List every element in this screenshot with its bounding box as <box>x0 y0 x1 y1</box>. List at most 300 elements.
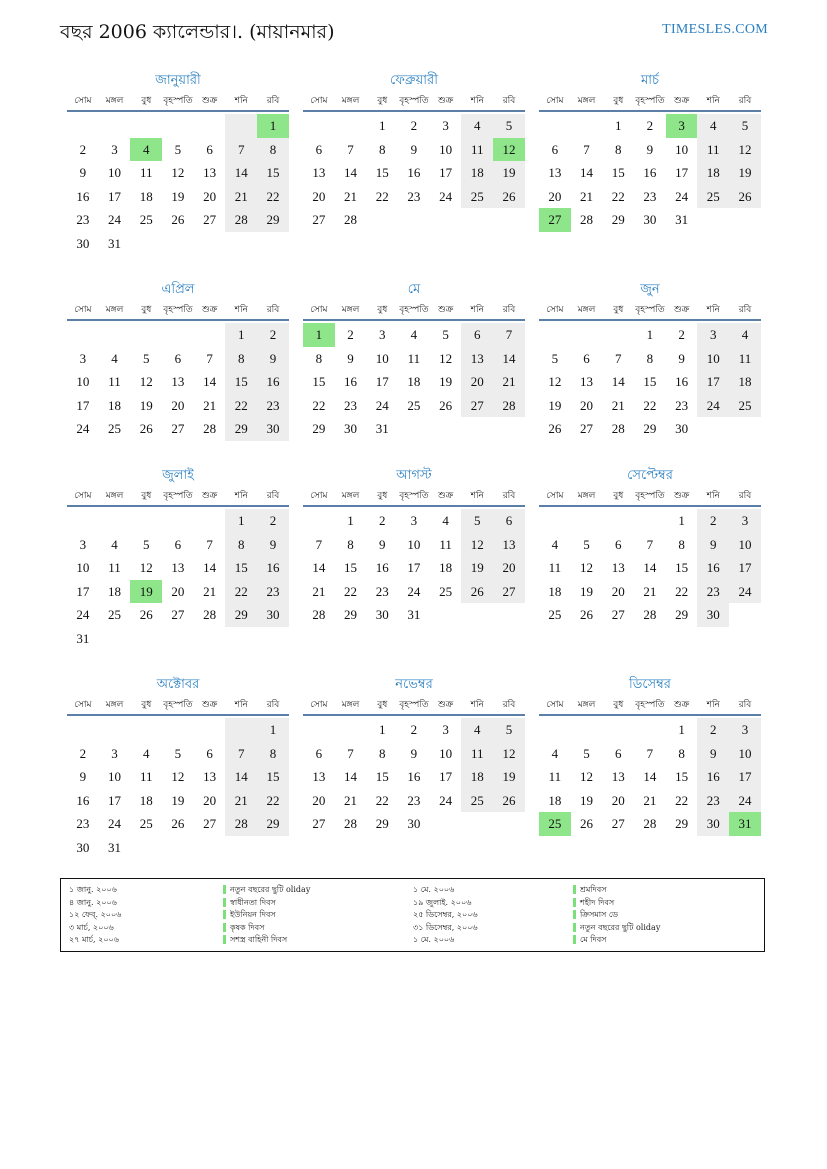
day-cell[interactable]: 4 <box>410 327 418 342</box>
day-cell[interactable]: 15 <box>611 165 625 180</box>
day-cell[interactable]: 27 <box>312 212 326 227</box>
day-cell[interactable]: 2 <box>79 745 87 761</box>
day-cell[interactable]: 12 <box>439 350 453 366</box>
day-cell[interactable]: 9 <box>378 536 386 552</box>
day-cell[interactable]: 23 <box>643 188 657 204</box>
day-cell[interactable]: 28 <box>225 208 257 232</box>
holiday-day[interactable]: 27 <box>539 208 571 232</box>
day-cell[interactable]: 8 <box>378 745 386 761</box>
day-cell[interactable]: 29 <box>225 417 257 441</box>
day-cell[interactable]: 6 <box>174 350 182 366</box>
day-cell[interactable]: 30 <box>697 812 729 836</box>
day-cell[interactable]: 17 <box>407 560 421 575</box>
day-cell[interactable]: 22 <box>675 583 689 599</box>
day-cell[interactable]: 23 <box>257 580 289 604</box>
day-cell[interactable]: 11 <box>548 769 562 784</box>
day-cell[interactable]: 19 <box>493 765 525 789</box>
day-cell[interactable]: 5 <box>493 114 525 138</box>
day-cell[interactable]: 15 <box>675 769 689 784</box>
day-cell[interactable]: 21 <box>493 370 525 394</box>
day-cell[interactable]: 4 <box>697 114 729 138</box>
day-cell[interactable]: 30 <box>257 603 289 627</box>
day-cell[interactable]: 14 <box>643 769 657 784</box>
day-cell[interactable]: 14 <box>203 560 217 575</box>
day-cell[interactable]: 29 <box>257 812 289 836</box>
day-cell[interactable]: 3 <box>111 141 118 157</box>
day-cell[interactable]: 31 <box>108 235 122 251</box>
day-cell[interactable]: 27 <box>171 421 185 436</box>
day-cell[interactable]: 31 <box>76 630 90 646</box>
day-cell[interactable]: 20 <box>493 556 525 580</box>
day-cell[interactable]: 25 <box>439 583 453 599</box>
day-cell[interactable]: 3 <box>729 718 761 742</box>
day-cell[interactable]: 18 <box>439 560 453 575</box>
day-cell[interactable]: 19 <box>139 397 153 413</box>
day-cell[interactable]: 11 <box>108 374 121 389</box>
day-cell[interactable]: 4 <box>442 513 449 528</box>
day-cell[interactable]: 22 <box>225 394 257 418</box>
day-cell[interactable]: 15 <box>225 370 257 394</box>
day-cell[interactable]: 18 <box>108 397 122 413</box>
day-cell[interactable]: 11 <box>407 350 421 366</box>
day-cell[interactable]: 2 <box>646 118 654 133</box>
day-cell[interactable]: 25 <box>461 185 493 209</box>
day-cell[interactable]: 30 <box>697 603 729 627</box>
day-cell[interactable]: 26 <box>439 397 453 413</box>
day-cell[interactable]: 15 <box>344 560 358 575</box>
day-cell[interactable]: 5 <box>174 141 182 157</box>
day-cell[interactable]: 18 <box>407 374 421 389</box>
day-cell[interactable]: 29 <box>675 816 689 831</box>
day-cell[interactable]: 12 <box>171 769 185 784</box>
day-cell[interactable]: 7 <box>206 536 213 552</box>
day-cell[interactable]: 18 <box>139 188 153 204</box>
day-cell[interactable]: 5 <box>583 536 590 552</box>
day-cell[interactable]: 24 <box>108 212 122 227</box>
day-cell[interactable]: 10 <box>729 533 761 557</box>
day-cell[interactable]: 5 <box>174 745 182 761</box>
day-cell[interactable]: 17 <box>729 765 761 789</box>
day-cell[interactable]: 6 <box>315 745 323 761</box>
day-cell[interactable]: 30 <box>76 839 90 855</box>
day-cell[interactable]: 1 <box>225 509 257 533</box>
day-cell[interactable]: 13 <box>461 347 493 371</box>
day-cell[interactable]: 16 <box>76 188 90 204</box>
day-cell[interactable]: 23 <box>375 583 389 599</box>
day-cell[interactable]: 8 <box>678 536 685 552</box>
day-cell[interactable]: 22 <box>643 397 657 413</box>
day-cell[interactable]: 5 <box>142 350 150 366</box>
day-cell[interactable]: 5 <box>583 745 590 761</box>
day-cell[interactable]: 24 <box>407 583 421 599</box>
day-cell[interactable]: 26 <box>139 421 153 436</box>
day-cell[interactable]: 4 <box>461 114 493 138</box>
day-cell[interactable]: 12 <box>580 560 594 575</box>
day-cell[interactable]: 16 <box>407 165 421 180</box>
day-cell[interactable]: 20 <box>203 188 217 204</box>
day-cell[interactable]: 31 <box>375 421 389 436</box>
day-cell[interactable]: 19 <box>580 792 594 808</box>
day-cell[interactable]: 23 <box>344 397 358 413</box>
day-cell[interactable]: 19 <box>548 397 562 413</box>
day-cell[interactable]: 28 <box>643 607 657 622</box>
day-cell[interactable]: 10 <box>439 141 453 157</box>
day-cell[interactable]: 20 <box>548 188 562 204</box>
day-cell[interactable]: 12 <box>139 374 153 389</box>
day-cell[interactable]: 6 <box>174 536 182 552</box>
day-cell[interactable]: 7 <box>493 323 525 347</box>
day-cell[interactable]: 9 <box>697 742 729 766</box>
day-cell[interactable]: 18 <box>548 583 562 599</box>
day-cell[interactable]: 14 <box>493 347 525 371</box>
day-cell[interactable]: 20 <box>312 792 326 808</box>
day-cell[interactable]: 20 <box>580 397 594 413</box>
day-cell[interactable]: 18 <box>697 161 729 185</box>
day-cell[interactable]: 21 <box>611 397 625 413</box>
day-cell[interactable]: 9 <box>257 347 289 371</box>
day-cell[interactable]: 18 <box>108 583 122 599</box>
day-cell[interactable]: 23 <box>697 789 729 813</box>
day-cell[interactable]: 25 <box>729 394 761 418</box>
day-cell[interactable]: 16 <box>675 374 689 389</box>
day-cell[interactable]: 30 <box>375 607 389 622</box>
day-cell[interactable]: 30 <box>257 417 289 441</box>
day-cell[interactable]: 2 <box>378 513 386 528</box>
day-cell[interactable]: 2 <box>79 141 87 157</box>
day-cell[interactable]: 16 <box>375 560 389 575</box>
day-cell[interactable]: 12 <box>729 138 761 162</box>
day-cell[interactable]: 24 <box>108 816 122 831</box>
day-cell[interactable]: 16 <box>257 370 289 394</box>
day-cell[interactable]: 24 <box>76 421 90 436</box>
day-cell[interactable]: 28 <box>611 421 625 436</box>
day-cell[interactable]: 27 <box>203 816 217 831</box>
day-cell[interactable]: 28 <box>344 212 358 227</box>
day-cell[interactable]: 10 <box>76 560 90 575</box>
day-cell[interactable]: 30 <box>643 212 657 227</box>
day-cell[interactable]: 9 <box>678 350 685 366</box>
day-cell[interactable]: 27 <box>580 421 594 436</box>
day-cell[interactable]: 18 <box>548 792 562 808</box>
day-cell[interactable]: 29 <box>611 212 625 227</box>
day-cell[interactable]: 21 <box>203 397 217 413</box>
day-cell[interactable]: 9 <box>646 141 654 157</box>
day-cell[interactable]: 8 <box>347 536 354 552</box>
day-cell[interactable]: 6 <box>315 141 323 157</box>
day-cell[interactable]: 18 <box>729 370 761 394</box>
day-cell[interactable]: 19 <box>171 792 185 808</box>
day-cell[interactable]: 17 <box>108 188 122 204</box>
day-cell[interactable]: 1 <box>347 513 354 528</box>
day-cell[interactable]: 3 <box>442 722 449 737</box>
day-cell[interactable]: 21 <box>225 185 257 209</box>
day-cell[interactable]: 28 <box>312 607 326 622</box>
day-cell[interactable]: 24 <box>729 789 761 813</box>
day-cell[interactable]: 4 <box>551 745 559 761</box>
day-cell[interactable]: 21 <box>643 792 657 808</box>
day-cell[interactable]: 1 <box>378 722 386 737</box>
day-cell[interactable]: 3 <box>79 536 87 552</box>
day-cell[interactable]: 4 <box>461 718 493 742</box>
day-cell[interactable]: 25 <box>697 185 729 209</box>
day-cell[interactable]: 13 <box>493 533 525 557</box>
day-cell[interactable]: 15 <box>375 165 389 180</box>
day-cell[interactable]: 2 <box>697 718 729 742</box>
day-cell[interactable]: 13 <box>312 165 326 180</box>
day-cell[interactable]: 15 <box>375 769 389 784</box>
day-cell[interactable]: 12 <box>461 533 493 557</box>
day-cell[interactable]: 23 <box>76 816 90 831</box>
day-cell[interactable]: 26 <box>461 580 493 604</box>
day-cell[interactable]: 7 <box>646 745 654 761</box>
day-cell[interactable]: 16 <box>407 769 421 784</box>
day-cell[interactable]: 11 <box>697 138 729 162</box>
day-cell[interactable]: 7 <box>347 745 354 761</box>
day-cell[interactable]: 17 <box>76 397 90 413</box>
day-cell[interactable]: 26 <box>493 789 525 813</box>
day-cell[interactable]: 17 <box>439 165 453 180</box>
day-cell[interactable]: 21 <box>203 583 217 599</box>
day-cell[interactable]: 20 <box>611 583 625 599</box>
day-cell[interactable]: 29 <box>643 421 657 436</box>
day-cell[interactable]: 14 <box>611 374 625 389</box>
day-cell[interactable]: 6 <box>493 509 525 533</box>
day-cell[interactable]: 7 <box>583 141 590 157</box>
day-cell[interactable]: 26 <box>580 607 594 622</box>
day-cell[interactable]: 29 <box>375 816 389 831</box>
day-cell[interactable]: 2 <box>257 509 289 533</box>
day-cell[interactable]: 16 <box>344 374 358 389</box>
day-cell[interactable]: 19 <box>171 188 185 204</box>
day-cell[interactable]: 6 <box>206 745 213 761</box>
day-cell[interactable]: 9 <box>79 769 87 784</box>
day-cell[interactable]: 6 <box>614 745 622 761</box>
day-cell[interactable]: 23 <box>697 580 729 604</box>
day-cell[interactable]: 6 <box>206 141 213 157</box>
day-cell[interactable]: 21 <box>580 188 594 204</box>
day-cell[interactable]: 8 <box>225 533 257 557</box>
day-cell[interactable]: 30 <box>344 421 358 436</box>
day-cell[interactable]: 6 <box>614 536 622 552</box>
day-cell[interactable]: 28 <box>493 394 525 418</box>
day-cell[interactable]: 13 <box>611 769 625 784</box>
day-cell[interactable]: 13 <box>171 374 185 389</box>
day-cell[interactable]: 11 <box>461 138 493 162</box>
day-cell[interactable]: 30 <box>76 235 90 251</box>
day-cell[interactable]: 19 <box>729 161 761 185</box>
day-cell[interactable]: 22 <box>312 397 326 413</box>
day-cell[interactable]: 27 <box>493 580 525 604</box>
day-cell[interactable]: 26 <box>139 607 153 622</box>
day-cell[interactable]: 2 <box>678 327 685 342</box>
day-cell[interactable]: 1 <box>225 323 257 347</box>
day-cell[interactable]: 3 <box>378 327 386 342</box>
day-cell[interactable]: 19 <box>493 161 525 185</box>
day-cell[interactable]: 2 <box>410 722 418 737</box>
day-cell[interactable]: 4 <box>551 536 559 552</box>
day-cell[interactable]: 8 <box>225 347 257 371</box>
holiday-day[interactable]: 19 <box>130 580 162 604</box>
day-cell[interactable]: 14 <box>344 165 358 180</box>
day-cell[interactable]: 24 <box>76 607 90 622</box>
day-cell[interactable]: 26 <box>171 212 185 227</box>
day-cell[interactable]: 22 <box>675 792 689 808</box>
day-cell[interactable]: 22 <box>257 789 289 813</box>
day-cell[interactable]: 22 <box>344 583 358 599</box>
day-cell[interactable]: 1 <box>678 722 685 737</box>
day-cell[interactable]: 7 <box>347 141 354 157</box>
day-cell[interactable]: 1 <box>646 327 654 342</box>
day-cell[interactable]: 25 <box>548 607 562 622</box>
day-cell[interactable]: 12 <box>493 742 525 766</box>
day-cell[interactable]: 28 <box>643 816 657 831</box>
day-cell[interactable]: 23 <box>407 188 421 204</box>
day-cell[interactable]: 17 <box>697 370 729 394</box>
day-cell[interactable]: 13 <box>548 165 562 180</box>
day-cell[interactable]: 14 <box>312 560 326 575</box>
day-cell[interactable]: 10 <box>729 742 761 766</box>
day-cell[interactable]: 15 <box>643 374 657 389</box>
day-cell[interactable]: 1 <box>378 118 386 133</box>
day-cell[interactable]: 31 <box>108 839 122 855</box>
day-cell[interactable]: 4 <box>111 536 118 552</box>
day-cell[interactable]: 8 <box>678 745 685 761</box>
day-cell[interactable]: 10 <box>439 745 453 761</box>
holiday-day[interactable]: 1 <box>257 114 289 138</box>
day-cell[interactable]: 8 <box>378 141 386 157</box>
day-cell[interactable]: 5 <box>551 350 559 366</box>
day-cell[interactable]: 29 <box>225 603 257 627</box>
day-cell[interactable]: 7 <box>225 138 257 162</box>
day-cell[interactable]: 15 <box>257 765 289 789</box>
day-cell[interactable]: 24 <box>675 188 689 204</box>
day-cell[interactable]: 11 <box>139 165 153 180</box>
day-cell[interactable]: 8 <box>614 141 622 157</box>
day-cell[interactable]: 14 <box>344 769 358 784</box>
day-cell[interactable]: 7 <box>225 742 257 766</box>
day-cell[interactable]: 17 <box>76 583 90 599</box>
day-cell[interactable]: 9 <box>79 165 87 180</box>
day-cell[interactable]: 2 <box>410 118 418 133</box>
day-cell[interactable]: 9 <box>410 745 418 761</box>
day-cell[interactable]: 10 <box>697 347 729 371</box>
day-cell[interactable]: 13 <box>203 165 217 180</box>
day-cell[interactable]: 7 <box>614 350 622 366</box>
day-cell[interactable]: 6 <box>551 141 559 157</box>
day-cell[interactable]: 22 <box>611 188 625 204</box>
day-cell[interactable]: 17 <box>439 769 453 784</box>
day-cell[interactable]: 25 <box>139 212 153 227</box>
day-cell[interactable]: 5 <box>461 509 493 533</box>
day-cell[interactable]: 1 <box>614 118 622 133</box>
day-cell[interactable]: 4 <box>111 350 118 366</box>
day-cell[interactable]: 5 <box>493 718 525 742</box>
day-cell[interactable]: 10 <box>675 141 689 157</box>
day-cell[interactable]: 28 <box>580 212 594 227</box>
day-cell[interactable]: 10 <box>407 536 421 552</box>
day-cell[interactable]: 8 <box>646 350 654 366</box>
day-cell[interactable]: 13 <box>580 374 594 389</box>
day-cell[interactable]: 26 <box>493 185 525 209</box>
day-cell[interactable]: 3 <box>79 350 87 366</box>
day-cell[interactable]: 9 <box>257 533 289 557</box>
day-cell[interactable]: 11 <box>439 536 452 552</box>
day-cell[interactable]: 19 <box>439 374 453 389</box>
day-cell[interactable]: 22 <box>225 580 257 604</box>
day-cell[interactable]: 27 <box>171 607 185 622</box>
day-cell[interactable]: 5 <box>442 327 449 342</box>
day-cell[interactable]: 27 <box>312 816 326 831</box>
day-cell[interactable]: 25 <box>108 607 122 622</box>
day-cell[interactable]: 2 <box>347 327 354 342</box>
holiday-day[interactable]: 31 <box>729 812 761 836</box>
day-cell[interactable]: 19 <box>461 556 493 580</box>
day-cell[interactable]: 23 <box>675 397 689 413</box>
day-cell[interactable]: 12 <box>171 165 185 180</box>
day-cell[interactable]: 25 <box>461 789 493 813</box>
day-cell[interactable]: 18 <box>461 765 493 789</box>
day-cell[interactable]: 16 <box>643 165 657 180</box>
day-cell[interactable]: 15 <box>257 161 289 185</box>
day-cell[interactable]: 25 <box>407 397 421 413</box>
day-cell[interactable]: 28 <box>203 421 217 436</box>
day-cell[interactable]: 28 <box>203 607 217 622</box>
day-cell[interactable]: 28 <box>344 816 358 831</box>
day-cell[interactable]: 15 <box>312 374 326 389</box>
day-cell[interactable]: 28 <box>225 812 257 836</box>
holiday-day[interactable]: 1 <box>303 323 335 347</box>
site-link[interactable]: TIMESLES.COM <box>662 22 768 37</box>
day-cell[interactable]: 22 <box>375 792 389 808</box>
day-cell[interactable]: 5 <box>729 114 761 138</box>
day-cell[interactable]: 3 <box>729 509 761 533</box>
day-cell[interactable]: 11 <box>108 560 121 575</box>
day-cell[interactable]: 29 <box>675 607 689 622</box>
holiday-day[interactable]: 25 <box>539 812 571 836</box>
day-cell[interactable]: 4 <box>729 323 761 347</box>
day-cell[interactable]: 19 <box>580 583 594 599</box>
day-cell[interactable]: 8 <box>257 138 289 162</box>
day-cell[interactable]: 8 <box>257 742 289 766</box>
day-cell[interactable]: 31 <box>675 212 689 227</box>
day-cell[interactable]: 3 <box>442 118 449 133</box>
day-cell[interactable]: 6 <box>583 350 590 366</box>
day-cell[interactable]: 20 <box>611 792 625 808</box>
day-cell[interactable]: 13 <box>203 769 217 784</box>
day-cell[interactable]: 17 <box>675 165 689 180</box>
day-cell[interactable]: 16 <box>697 556 729 580</box>
day-cell[interactable]: 6 <box>461 323 493 347</box>
day-cell[interactable]: 29 <box>312 421 326 436</box>
day-cell[interactable]: 29 <box>344 607 358 622</box>
day-cell[interactable]: 17 <box>729 556 761 580</box>
day-cell[interactable]: 14 <box>203 374 217 389</box>
day-cell[interactable]: 9 <box>347 350 354 366</box>
holiday-day[interactable]: 4 <box>130 138 162 162</box>
day-cell[interactable]: 3 <box>410 513 418 528</box>
day-cell[interactable]: 26 <box>580 816 594 831</box>
day-cell[interactable]: 3 <box>697 323 729 347</box>
day-cell[interactable]: 11 <box>729 347 761 371</box>
day-cell[interactable]: 14 <box>580 165 594 180</box>
day-cell[interactable]: 5 <box>142 536 150 552</box>
day-cell[interactable]: 16 <box>697 765 729 789</box>
day-cell[interactable]: 10 <box>76 374 90 389</box>
day-cell[interactable]: 24 <box>375 397 389 413</box>
day-cell[interactable]: 22 <box>257 185 289 209</box>
day-cell[interactable]: 27 <box>203 212 217 227</box>
day-cell[interactable]: 23 <box>257 394 289 418</box>
